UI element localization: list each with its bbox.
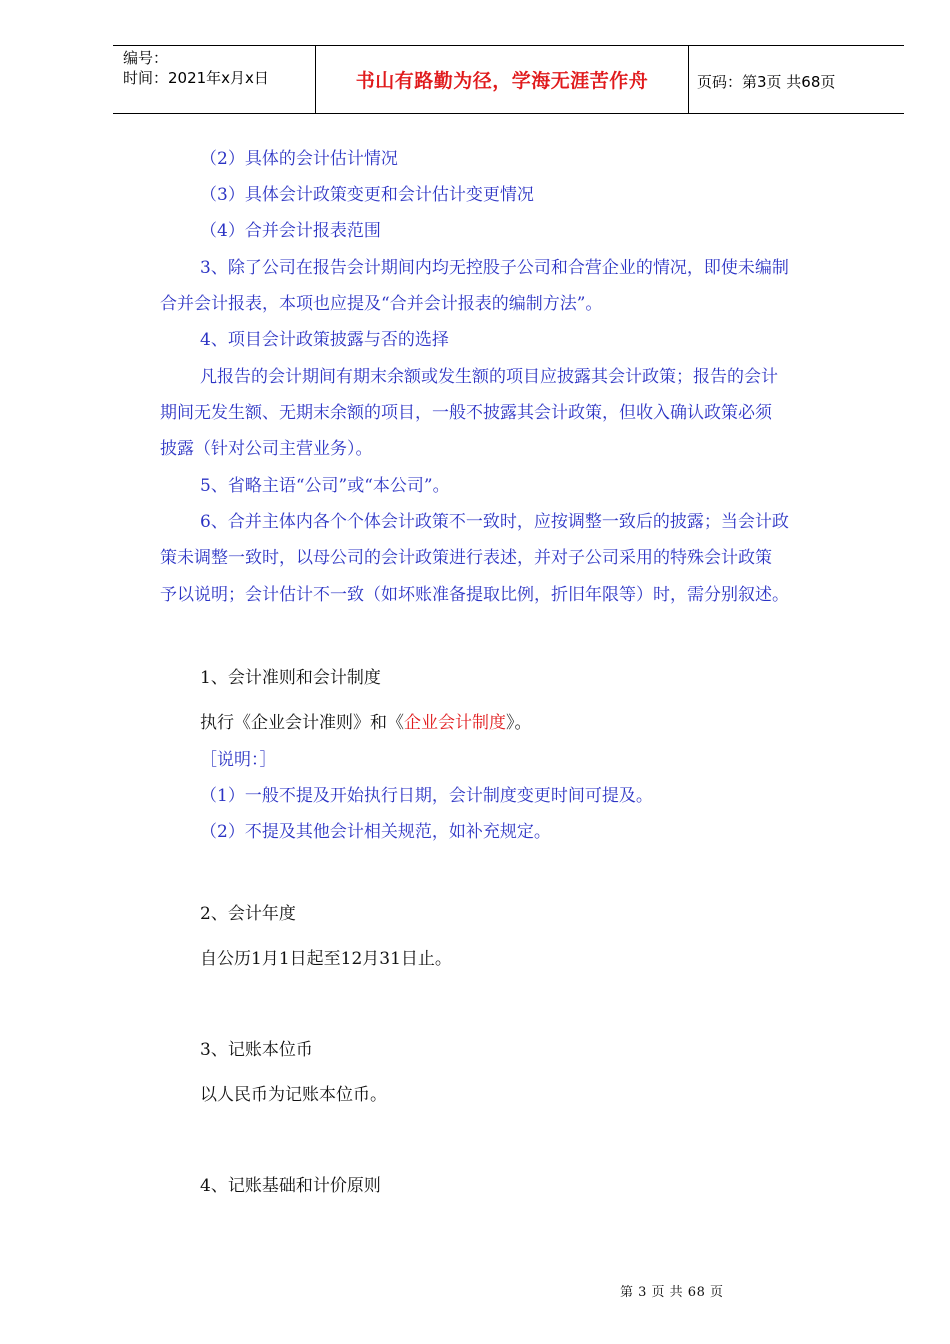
paragraph — [200, 711, 532, 735]
header-bottom-rule — [113, 113, 904, 114]
paragraph: 以人民币为记账本位币。 — [200, 1085, 387, 1105]
section-heading: 1、会计准则和会计制度 — [200, 668, 381, 688]
section-heading: 3、记账本位币 — [200, 1040, 313, 1060]
note-item: （1）一般不提及开始执行日期，会计制度变更时间可提及。 — [200, 786, 653, 806]
document-number: 编号： — [123, 49, 169, 67]
footer-page-number: 第 3 页 共 68 页 — [620, 1285, 724, 1300]
text-run: 执行《企业会计准则》和《 — [200, 713, 404, 733]
paragraph: （4）合并会计报表范围 — [200, 221, 381, 241]
paragraph: 6、合并主体内各个个体会计政策不一致时，应按调整一致后的披露；当会计政 — [200, 512, 789, 532]
paragraph: （3）具体会计政策变更和会计估计变更情况 — [200, 185, 534, 205]
text-run: 》。 — [506, 713, 532, 733]
paragraph: 3、除了公司在报告会计期间内均无控股子公司和合营企业的情况，即使未编制 — [200, 258, 789, 278]
header-meta — [123, 48, 269, 88]
paragraph: 予以说明；会计估计不一致（如坏账准备提取比例，折旧年限等）时，需分别叙述。 — [160, 585, 789, 605]
paragraph: 自公历1月1日起至12月31日止。 — [200, 949, 452, 969]
paragraph: 期间无发生额、无期末余额的项目，一般不披露其会计政策，但收入确认政策必须 — [160, 403, 772, 423]
section-heading: 2、会计年度 — [200, 904, 296, 924]
document-time: 时间：2021年x月x日 — [123, 69, 269, 87]
header-divider — [688, 45, 689, 113]
paragraph: 策未调整一致时，以母公司的会计政策进行表述，并对子公司采用的特殊会计政策 — [160, 548, 772, 568]
header-top-rule — [113, 45, 904, 46]
paragraph: 5、省略主语“公司”或“本公司”。 — [200, 476, 450, 496]
paragraph: 合并会计报表，本项也应提及“合并会计报表的编制方法”。 — [160, 294, 603, 314]
highlighted-text: 企业会计制度 — [404, 713, 506, 733]
paragraph: （2）具体的会计估计情况 — [200, 149, 398, 169]
header-motto: 书山有路勤为径，学海无涯苦作舟 — [355, 70, 649, 92]
note-item: （2）不提及其他会计相关规范，如补充规定。 — [200, 822, 551, 842]
paragraph: 4、项目会计政策披露与否的选择 — [200, 330, 449, 350]
paragraph: 凡报告的会计期间有期末余额或发生额的项目应披露其会计政策；报告的会计 — [200, 367, 778, 387]
paragraph: 披露（针对公司主营业务）。 — [160, 439, 373, 459]
header-page-count: 页码：第3页 共68页 — [697, 73, 836, 91]
section-heading: 4、记账基础和计价原则 — [200, 1176, 381, 1196]
note-label: ［说明：］ — [200, 750, 277, 770]
